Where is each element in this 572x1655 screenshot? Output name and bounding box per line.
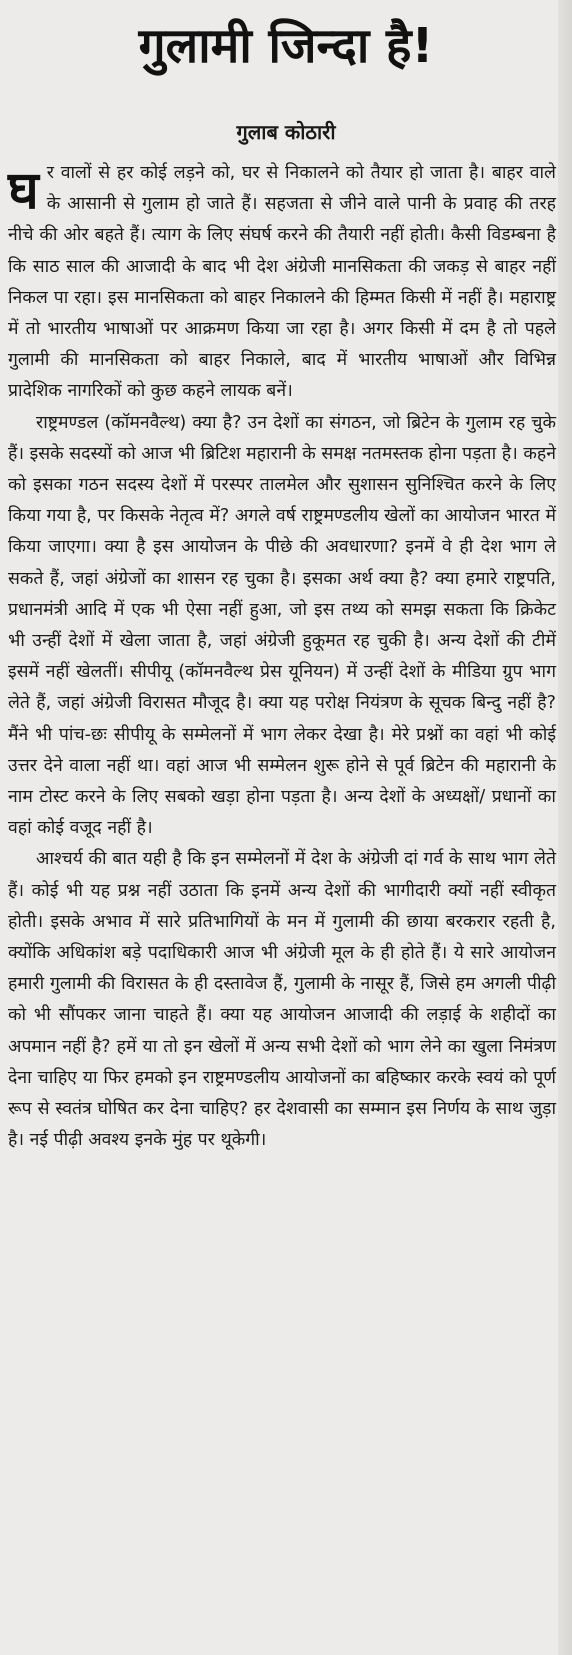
article-paragraph: आश्चर्य की बात यही है कि इन सम्मेलनों में देश के अंग्रेजी दां गर्व के साथ भाग लेते हैं। कोई भी यह प्रश्न नहीं उठाता कि इनमें अन्य देशों की भागीदारी क्यों नहीं स्वीकृत होती। इसके अभाव में सारे प्रतिभागियों के मन में गुलामी की छाया बरकरार रहती है, क्योंकि अधिकांश बड़े पदाधिकारी आज भी अंग्रेजी मूल के ही होते हैं। ये सारे आयोजन हमारी गुलामी की विरासत के ही दस्तावेज हैं, गुलामी के नासूर हैं, जिसे हम अगली पीढ़ी को भी सौंपकर जाना चाहते हैं। क्या यह आयोजन आजादी की लड़ाई के शहीदों का अपमान नहीं है? हमें या तो इन खेलों में अन्य सभी देशों को भाग लेने का खुला निमंत्रण देना चाहिए या फिर हमको इन राष्ट्रमण्डलीय आयोजनों का बहिष्कार करके स्वयं को पूर्ण रूप से स्वतंत्र घोषित कर देना चाहिए? हर देशवासी का सम्मान इस निर्णय के साथ जुड़ा है। नई पीढ़ी अवश्य इनके मुंह पर थूकेगी। [8, 849, 556, 1151]
article-paragraph [8, 158, 556, 408]
article-body [8, 158, 556, 1157]
byline: गुलाब कोठारी [236, 120, 336, 144]
drop-cap: घ [8, 161, 39, 221]
headline: गुलामी जिन्दा है! [138, 18, 434, 74]
paragraph-text: र वालों से हर कोई लड़ने को, घर से निकालने को तैयार हो जाता है। बाहर वाले के आसानी से गुलाम हो जाते हैं। सहजता से जीने वाले पानी के प्रवाह की तरह नीचे की ओर बहते हैं। त्याग के लिए संघर्ष करने की तैयारी नहीं होती। कैसी विडम्बना है कि साठ साल की आजादी के बाद भी देश अंग्रेजी मानसिकता की जकड़ से बाहर नहीं निकल पा रहा। इस मानसिकता को बाहर निकालने की हिम्मत किसी में नहीं है। महाराष्ट्र में तो भारतीय भाषाओं पर आक्रमण किया जा रहा है। अगर किसी में दम है तो पहले गुलामी की मानसिकता को बाहर निकाले, बाद में भारतीय भाषाओं और विभिन्न प्रादेशिक नागरिकों को कुछ कहने लायक बनें। [8, 163, 556, 402]
page-edge [558, 0, 572, 1655]
article-paragraph: राष्ट्रमण्डल (कॉमनवैल्थ) क्या है? उन देशों का संगठन, जो ब्रिटेन के गुलाम रह चुके हैं। इसके सदस्यों को आज भी ब्रिटिश महारानी के समक्ष नतमस्तक होना पड़ता है। कहने को इसका गठन सदस्य देशों में परस्पर तालमेल और सुशासन सुनिश्चित करने के लिए किया गया है, पर किसके नेतृत्व में? अगले वर्ष राष्ट्रमण्डलीय खेलों का आयोजन भारत में किया जाएगा। क्या है इस आयोजन के पीछे की अवधारणा? इनमें वे ही देश भाग ले सकते हैं, जहां अंग्रेजों का शासन रह चुका है। इसका अर्थ क्या है? क्या हमारे राष्ट्रपति, प्रधानमंत्री आदि में एक भी ऐसा नहीं हुआ, जो इस तथ्य को समझ सकता कि क्रिकेट भी उन्हीं देशों में खेला जाता है, जहां अंग्रेजी हुकूमत रह चुकी है। अन्य देशों की टीमें इसमें नहीं खेलतीं। सीपीयू (कॉमनवैल्थ प्रेस यूनियन) में उन्हीं देशों के मीडिया ग्रुप भाग लेते हैं, जहां अंग्रेजी विरासत मौजूद है। क्या यह परोक्ष नियंत्रण के सूचक बिन्दु नहीं है? मैंने भी पांच-छः सीपीयू के सम्मेलनों में भाग लेकर देखा है। मेरे प्रश्नों का वहां भी कोई उत्तर देने वाला नहीं था। वहां आज भी सम्मेलन शुरू होने से पूर्व ब्रिटेन की महारानी के नाम टोस्ट करने के लिए सबको खड़ा होना पड़ता है। अन्य देशों के अध्यक्षों/ प्रधानों का वहां कोई वजूद नहीं है। [8, 412, 556, 839]
